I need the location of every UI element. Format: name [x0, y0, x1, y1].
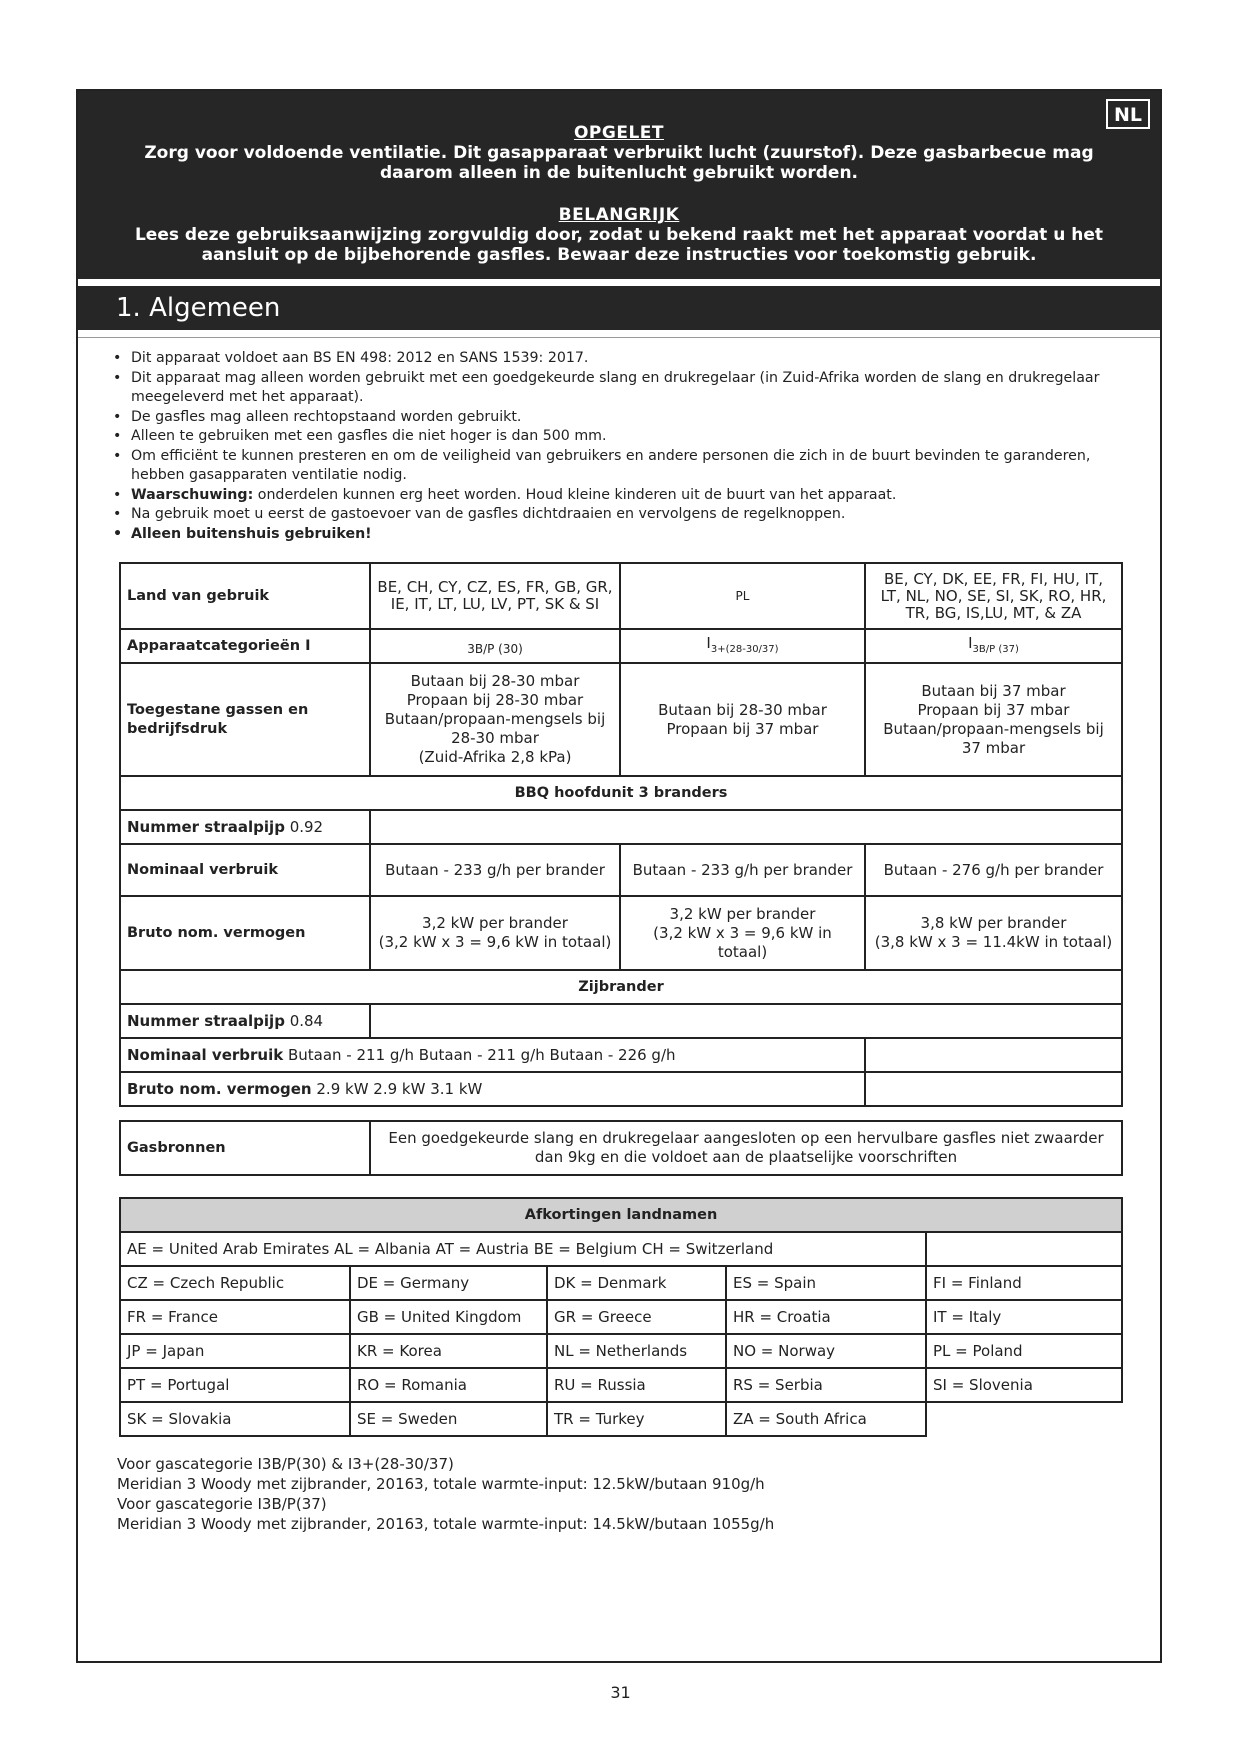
category-2-main: I	[706, 634, 711, 652]
category-1: 3B/P (30)	[370, 629, 620, 663]
footnote: Voor gascategorie I3B/P(30) & I3+(28-30/37)	[117, 1455, 454, 1473]
list-item: • Alleen te gebruiken met een gasfles die niet hoger is dan 500 mm.	[113, 427, 1123, 447]
page-frame	[76, 89, 1162, 1663]
empty-cell	[865, 1038, 1122, 1072]
warning-text: onderdelen kunnen erg heet worden. Houd kleine kinderen uit de buurt van het apparaat.	[253, 486, 897, 503]
table-cell: RU = Russia	[547, 1368, 726, 1402]
table-cell: TR = Turkey	[547, 1402, 726, 1436]
empty-cell	[370, 810, 1122, 844]
table-cell: PL = Poland	[926, 1334, 1122, 1368]
gross-1: 3,2 kW per brander (3,2 kW x 3 = 9,6 kW in totaal)	[370, 896, 620, 970]
list-item: • Dit apparaat mag alleen worden gebruikt met een goedgekeurde slang en drukregelaar (in Zuid-Afrika worden de slang en drukregelaar meegeleverd met het apparaat).	[113, 369, 1123, 408]
important-text: Lees deze gebruiksaanwijzing zorgvuldig door, zodat u bekend raakt met het apparaat voordat u het aansluit op de bijbehorende gasfles. Bewaar deze instructies voor toekomstig gebruik.	[134, 225, 1104, 265]
category-2-sub: 3+(28-30/37)	[710, 644, 779, 655]
general-bullets	[113, 349, 1123, 544]
section-title: 1. Algemeen	[78, 286, 1160, 330]
gas-1: Butaan bij 28-30 mbar Propaan bij 28-30 mbar Butaan/propaan-mengsels bij 28-30 mbar (Zuid-Afrika 2,8 kPa)	[370, 663, 620, 776]
important-heading: BELANGRIJK	[558, 205, 680, 225]
nozzle-side-value: 0.84	[284, 1011, 324, 1030]
category-3-main: I	[968, 634, 973, 652]
gross-side	[120, 1072, 865, 1106]
table-cell: NL = Netherlands	[547, 1334, 726, 1368]
main-unit-header: BBQ hoofdunit 3 branders	[120, 776, 1122, 810]
footnote: Meridian 3 Woody met zijbrander, 20163, totale warmte-input: 14.5kW/butaan 1055g/h	[117, 1515, 775, 1533]
nominal-1: Butaan - 233 g/h per brander	[370, 844, 620, 896]
nominal-2: Butaan - 233 g/h per brander	[620, 844, 865, 896]
table-cell: DK = Denmark	[547, 1266, 726, 1300]
countries-3: BE, CY, DK, EE, FR, FI, HU, IT, LT, NL, NO, SE, SI, SK, RO, HR, TR, BG, IS,LU, MT, & ZA	[865, 563, 1122, 629]
warning-heading: OPGELET	[573, 123, 665, 143]
empty-cell	[926, 1402, 1122, 1436]
page-number: 31	[610, 1683, 631, 1702]
table-cell: NO = Norway	[726, 1334, 926, 1368]
table-cell: KR = Korea	[350, 1334, 547, 1368]
table-cell: FI = Finland	[926, 1266, 1122, 1300]
abbreviations-title: Afkortingen landnamen	[120, 1198, 1122, 1232]
countries-2: PL	[620, 563, 865, 629]
table-cell: GB = United Kingdom	[350, 1300, 547, 1334]
footnote: Meridian 3 Woody met zijbrander, 20163, totale warmte-input: 12.5kW/butaan 910g/h	[117, 1475, 765, 1493]
gas-3: Butaan bij 37 mbar Propaan bij 37 mbar Butaan/propaan-mengsels bij 37 mbar	[865, 663, 1122, 776]
gross-side-value: 2.9 kW 2.9 kW 3.1 kW	[311, 1079, 483, 1098]
table-cell: HR = Croatia	[726, 1300, 926, 1334]
table-cell: RO = Romania	[350, 1368, 547, 1402]
footnotes	[117, 1454, 774, 1534]
table-cell: GR = Greece	[547, 1300, 726, 1334]
table-cell: SI = Slovenia	[926, 1368, 1122, 1402]
table-cell: PT = Portugal	[120, 1368, 350, 1402]
nozzle-label: Nummer straalpijp	[127, 1011, 285, 1030]
warning-text: Zorg voor voldoende ventilatie. Dit gasapparaat verbruikt lucht (zuurstof). Deze gasbarbecue mag daarom alleen in de buitenlucht gebruikt worden.	[144, 143, 1094, 183]
table-cell: ZA = South Africa	[726, 1402, 926, 1436]
warning-box	[78, 91, 1160, 279]
gross-2: 3,2 kW per brander (3,2 kW x 3 = 9,6 kW in totaal)	[620, 896, 865, 970]
list-item: • Dit apparaat voldoet aan BS EN 498: 2012 en SANS 1539: 2017.	[113, 349, 1123, 369]
country-label: Land van gebruik	[120, 563, 370, 629]
nozzle-side	[120, 1004, 370, 1038]
nozzle-main-value: 0.92	[284, 817, 324, 836]
gas-sources-label: Gasbronnen	[120, 1121, 370, 1175]
gas-sources-table	[119, 1120, 1123, 1176]
gas-2: Butaan bij 28-30 mbar Propaan bij 37 mbar	[620, 663, 865, 776]
nominal-side-label: Nominaal verbruik	[127, 1045, 284, 1064]
abbreviations-table	[119, 1197, 1123, 1437]
gross-side-label: Bruto nom. vermogen	[127, 1079, 312, 1098]
gas-sources-text: Een goedgekeurde slang en drukregelaar aangesloten op een hervulbare gasfles niet zwaarder dan 9kg en die voldoet aan de plaatselijke voorschriften	[370, 1121, 1122, 1175]
gross-3: 3,8 kW per brander (3,8 kW x 3 = 11.4kW in totaal)	[865, 896, 1122, 970]
table-cell: ES = Spain	[726, 1266, 926, 1300]
list-item	[113, 486, 1123, 506]
category-3-sub: 3B/P (37)	[972, 644, 1019, 655]
table-cell: JP = Japan	[120, 1334, 350, 1368]
list-item: • De gasfles mag alleen rechtopstaand worden gebruikt.	[113, 408, 1123, 428]
category-label: Apparaatcategorieën I	[120, 629, 370, 663]
nominal-label: Nominaal verbruik	[120, 844, 370, 896]
list-item: • Om efficiënt te kunnen presteren en om de veiligheid van gebruikers en andere personen die zich in de buurt bevinden te garanderen, hebben gasapparaten ventilatie nodig.	[113, 447, 1123, 486]
list-item: • Na gebruik moet u eerst de gastoevoer van de gasfles dichtdraaien en vervolgens de regelknoppen.	[113, 505, 1123, 525]
spec-table	[119, 562, 1123, 1107]
gross-label: Bruto nom. vermogen	[120, 896, 370, 970]
nominal-side	[120, 1038, 865, 1072]
nominal-side-value: Butaan - 211 g/h Butaan - 211 g/h Butaan - 226 g/h	[283, 1045, 676, 1064]
category-3	[865, 629, 1122, 663]
table-cell: SK = Slovakia	[120, 1402, 350, 1436]
table-cell: RS = Serbia	[726, 1368, 926, 1402]
gas-label: Toegestane gassen en bedrijfsdruk	[120, 663, 370, 776]
table-cell: DE = Germany	[350, 1266, 547, 1300]
empty-cell	[370, 1004, 1122, 1038]
empty-cell	[865, 1072, 1122, 1106]
nominal-3: Butaan - 276 g/h per brander	[865, 844, 1122, 896]
nozzle-main	[120, 810, 370, 844]
countries-1: BE, CH, CY, CZ, ES, FR, GB, GR, IE, IT, LT, LU, LV, PT, SK & SI	[370, 563, 620, 629]
warning-label: Waarschuwing:	[131, 486, 254, 503]
table-cell: FR = France	[120, 1300, 350, 1334]
nozzle-label: Nummer straalpijp	[127, 817, 285, 836]
side-burner-header: Zijbrander	[120, 970, 1122, 1004]
footnote: Voor gascategorie I3B/P(37)	[117, 1495, 327, 1513]
table-cell: CZ = Czech Republic	[120, 1266, 350, 1300]
category-2	[620, 629, 865, 663]
abbreviations-first-row: AE = United Arab Emirates AL = Albania AT = Austria BE = Belgium CH = Switzerland	[120, 1232, 926, 1266]
table-cell: SE = Sweden	[350, 1402, 547, 1436]
language-badge: NL	[1106, 99, 1150, 129]
list-item: • Alleen buitenshuis gebruiken!	[113, 525, 1123, 545]
empty-cell	[926, 1232, 1122, 1266]
table-cell: IT = Italy	[926, 1300, 1122, 1334]
